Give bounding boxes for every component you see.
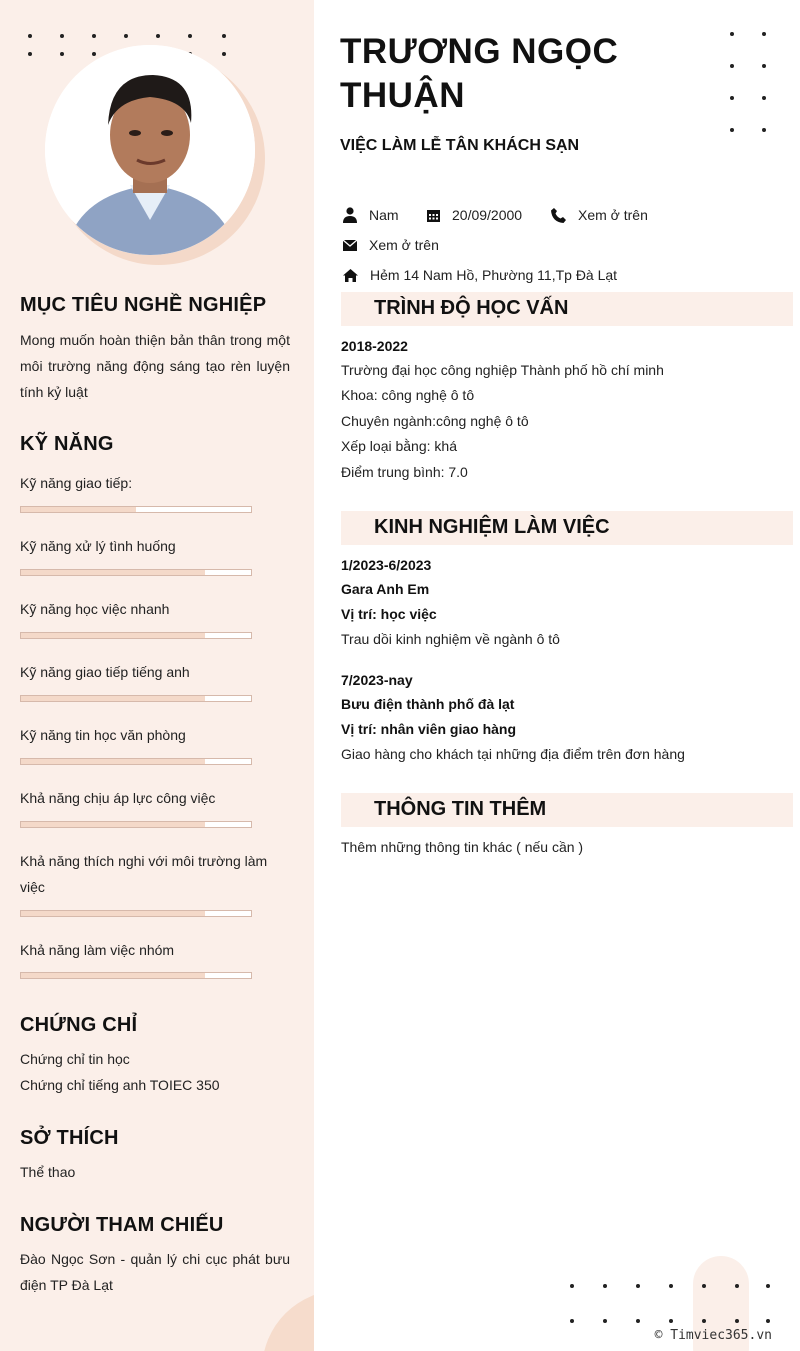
experience-company: Bưu điện thành phố đà lạt xyxy=(341,696,515,712)
education-line: Chuyên ngành:công nghệ ô tô xyxy=(341,413,529,429)
phone-icon xyxy=(551,208,566,223)
skill-bar xyxy=(20,972,252,979)
education-title: TRÌNH ĐỘ HỌC VẤN xyxy=(374,297,569,319)
skills-title: KỸ NĂNG xyxy=(20,433,114,455)
education-header xyxy=(341,292,793,326)
certificates-title: CHỨNG CHỈ xyxy=(20,1014,138,1036)
email-value: Xem ở trên xyxy=(369,237,439,253)
birthday-info xyxy=(427,207,522,223)
additional-text: Thêm những thông tin khác ( nếu cần ) xyxy=(341,839,584,855)
experience-period: 7/2023-nay xyxy=(341,672,413,688)
skill-bar xyxy=(20,695,252,702)
gender-value: Nam xyxy=(369,207,399,223)
objective-text: Mong muốn hoàn thiện bản thân trong một môi trường năng động sáng tạo rèn luyện tính kỷ luật xyxy=(20,332,290,400)
education-line: Khoa: công nghệ ô tô xyxy=(341,387,475,403)
skill-bar-fill xyxy=(21,822,205,827)
decorative-dots xyxy=(570,1284,775,1324)
skill-label: Kỹ năng giao tiếp: xyxy=(20,475,133,491)
skill-bar-fill xyxy=(21,570,205,575)
avatar xyxy=(45,45,255,255)
references-title: NGƯỜI THAM CHIẾU xyxy=(20,1214,224,1236)
education-line: Xếp loại bằng: khá xyxy=(341,438,457,454)
email-icon xyxy=(343,240,357,251)
skill-bar-fill xyxy=(21,911,205,916)
additional-title: THÔNG TIN THÊM xyxy=(374,798,547,820)
address-value: Hẻm 14 Nam Hồ, Phường 11,Tp Đà Lạt xyxy=(370,267,618,283)
skill-bar xyxy=(20,569,252,576)
education-period: 2018-2022 xyxy=(341,338,408,354)
address-info xyxy=(343,267,617,283)
hobbies-title: SỞ THÍCH xyxy=(20,1127,119,1149)
skill-bar xyxy=(20,910,252,917)
skill-bar-fill xyxy=(21,633,205,638)
skill-bar-fill xyxy=(21,507,136,512)
experience-description: Giao hàng cho khách tại những địa điểm trên đơn hàng xyxy=(341,746,685,762)
skill-bar xyxy=(20,758,252,765)
experience-description: Trau dồi kinh nghiệm về ngành ô tô xyxy=(341,631,560,647)
certificate-item: Chứng chỉ tiếng anh TOIEC 350 xyxy=(20,1077,220,1093)
user-icon xyxy=(343,207,357,223)
skill-label: Kỹ năng xử lý tình huống xyxy=(20,538,176,554)
experience-position: Vị trí: nhân viên giao hàng xyxy=(341,721,517,737)
left-column xyxy=(0,0,314,1351)
birthday-value: 20/09/2000 xyxy=(452,207,523,223)
experience-header xyxy=(341,511,793,545)
phone-value: Xem ở trên xyxy=(578,207,648,223)
skill-label: Khả năng chịu áp lực công việc xyxy=(20,790,216,806)
skill-label: Khả năng làm việc nhóm xyxy=(20,942,175,958)
experience-period: 1/2023-6/2023 xyxy=(341,557,432,573)
skill-bar-fill xyxy=(21,973,205,978)
footer-watermark: © Timviec365.vn xyxy=(654,1328,772,1343)
decorative-dots xyxy=(728,30,773,140)
skill-label: Kỹ năng giao tiếp tiếng anh xyxy=(20,664,190,680)
decorative-circle xyxy=(262,1290,314,1351)
education-line: Trường đại học công nghiệp Thành phố hồ chí minh xyxy=(341,362,664,378)
additional-header xyxy=(341,793,793,827)
hobby-item: Thể thao xyxy=(20,1164,76,1180)
experience-title: KINH NGHIỆM LÀM VIỆC xyxy=(374,516,610,538)
skill-label: Khả năng thích nghi với môi trường làm việc xyxy=(20,853,268,895)
education-line: Điểm trung bình: 7.0 xyxy=(341,464,468,480)
home-icon xyxy=(343,269,358,282)
phone-info xyxy=(551,207,648,223)
gender-info xyxy=(343,207,399,223)
email-info xyxy=(343,237,439,253)
references-text: Đào Ngọc Sơn - quản lý chi cục phát bưu điện TP Đà Lạt xyxy=(20,1251,290,1293)
experience-position: Vị trí: học việc xyxy=(341,606,437,622)
experience-company: Gara Anh Em xyxy=(341,581,430,597)
skill-label: Kỹ năng tin học văn phòng xyxy=(20,727,186,743)
skill-label: Kỹ năng học việc nhanh xyxy=(20,601,170,617)
skill-bar xyxy=(20,506,252,513)
job-title: VIỆC LÀM LỄ TÂN KHÁCH SẠN xyxy=(340,137,580,154)
skill-bar-fill xyxy=(21,696,205,701)
certificate-item: Chứng chỉ tin học xyxy=(20,1051,130,1067)
skill-bar xyxy=(20,821,252,828)
candidate-name: TRƯƠNG NGỌC THUẬN xyxy=(340,32,619,115)
objective-title: MỤC TIÊU NGHỀ NGHIỆP xyxy=(20,294,267,316)
calendar-icon xyxy=(427,208,440,222)
skill-bar-fill xyxy=(21,759,205,764)
skill-bar xyxy=(20,632,252,639)
